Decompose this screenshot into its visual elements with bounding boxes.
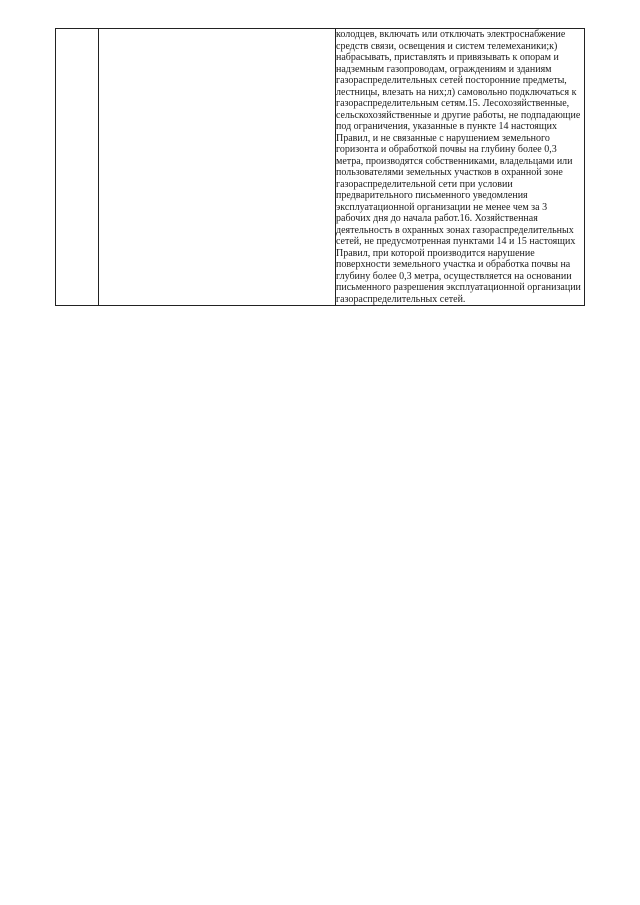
regulation-text: колодцев, включать или отключать электроснабжение средств связи, освещения и систем телемеханики;к) набрасывать, приставлять и привязывать к опорам и надземным газопроводам, ограждениям и зданиям газораспределительных сетей посторонние предметы, лестницы, влезать на них;л) самовольно подключаться к газораспределительным сетям.15. Лесохозяйственные, сельскохозяйственные и другие работы, не подпадающие под ограничения, указанные в пункте 14 настоящих Правил, и не связанные с нарушением земельного горизонта и обработкой почвы на глубину более 0,3 метра, производятся собственниками, владельцами или пользователями земельных участков в охранной зоне газораспределительной сети при условии предварительного письменного уведомления эксплуатационной организации не менее чем за 3 рабочих дня до начала работ.16. Хозяйственная деятельность в охранных зонах газораспределительных сетей, не предусмотренная пунктами 14 и 15 настоящих Правил, при которой производится нарушение поверхности земельного участка и обработка почвы на глубину более 0,3 метра, осуществляется на основании письменного разрешения эксплуатационной организации газораспределительных сетей. [336, 29, 581, 305]
row-description-cell [336, 29, 585, 306]
table-row [56, 29, 585, 306]
row-number-cell [56, 29, 99, 306]
row-name-cell [99, 29, 336, 306]
regulation-table [55, 28, 585, 306]
